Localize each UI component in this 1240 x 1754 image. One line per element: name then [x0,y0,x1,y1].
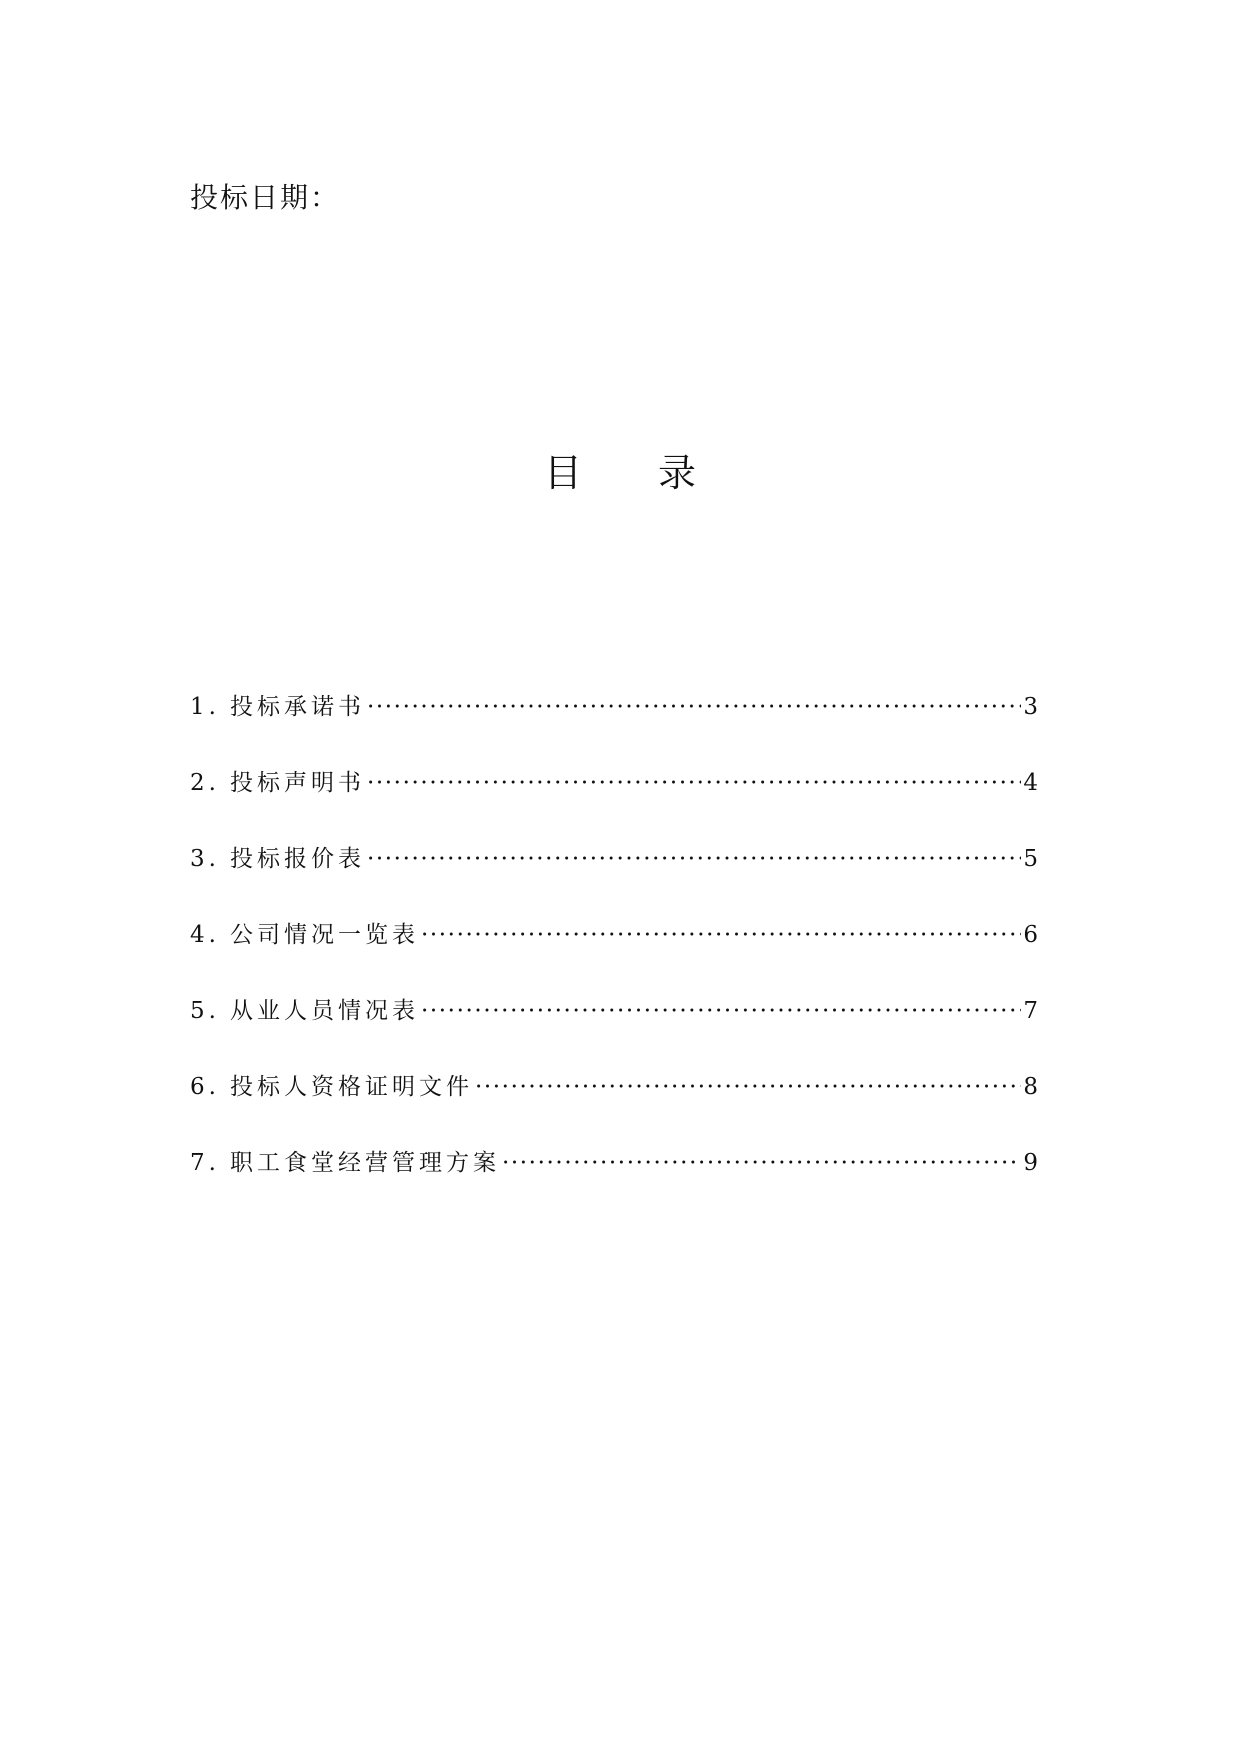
toc-entry-page: 8 [1023,1074,1038,1100]
toc-entry-label: 投标人资格证明文件 [229,1074,473,1100]
toc-entry-number: 5. [190,998,220,1024]
toc-title-char-2: 录 [658,451,697,495]
toc-title [0,442,1240,497]
toc-entry-number: 6. [190,1074,220,1100]
toc-entry-page: 7 [1023,998,1038,1024]
toc-entry-page: 4 [1023,770,1038,796]
toc-entry-bid-commitment[interactable] [190,688,1038,764]
toc-entry-number: 2. [190,770,220,796]
toc-entry-label: 从业人员情况表 [229,998,419,1024]
toc-entry-number: 1. [190,694,220,720]
toc-entry-number: 7. [190,1150,220,1176]
toc-dot-leader [421,998,1021,1024]
toc-entry-bid-quotation[interactable] [190,840,1038,916]
toc-entry-page: 6 [1023,922,1038,948]
toc-entry-qualification-docs[interactable] [190,1068,1038,1144]
bid-date-label: 投标日期： [190,181,341,214]
toc-title-char-1: 目 [543,451,582,495]
toc-dot-leader [367,770,1021,796]
toc-entry-page: 5 [1023,846,1038,872]
toc-entry-bid-statement[interactable] [190,764,1038,840]
toc-entry-label: 职工食堂经营管理方案 [229,1150,500,1176]
toc-dot-leader [367,846,1021,872]
toc-entry-company-overview[interactable] [190,916,1038,992]
toc-dot-leader [421,922,1021,948]
toc-entry-number: 4. [190,922,220,948]
toc-dot-leader [475,1074,1021,1100]
toc-entry-label: 投标报价表 [229,846,365,872]
toc-entry-label: 投标承诺书 [229,694,365,720]
toc-dot-leader [502,1150,1021,1176]
toc-entry-label: 公司情况一览表 [229,922,419,948]
toc-entry-canteen-plan[interactable] [190,1144,1038,1220]
toc-entry-number: 3. [190,846,220,872]
table-of-contents [190,688,1038,1220]
toc-entry-page: 9 [1023,1150,1038,1176]
toc-dot-leader [367,694,1021,720]
toc-entry-label: 投标声明书 [229,770,365,796]
toc-entry-page: 3 [1023,694,1038,720]
toc-entry-staff-table[interactable] [190,992,1038,1068]
